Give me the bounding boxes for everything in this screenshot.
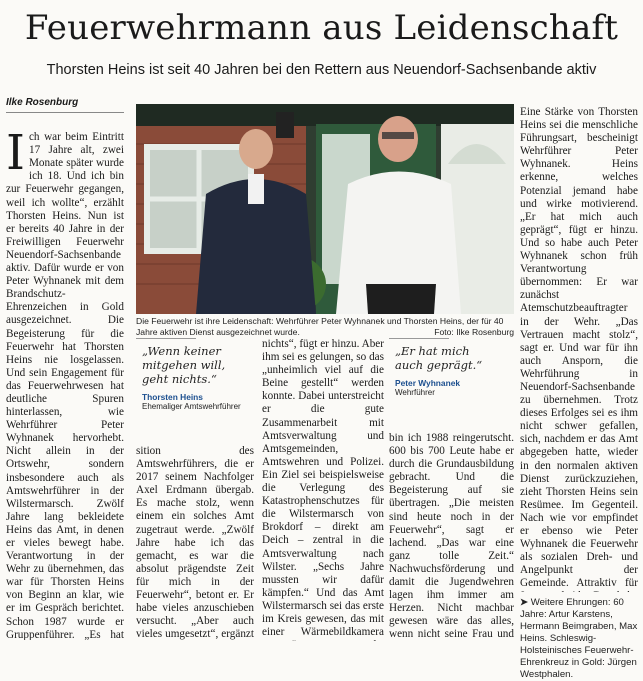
quote-author: Peter Wyhnanek (395, 378, 461, 388)
quote-text: „Wenn keiner mitgehen will, geht nichts.“ (142, 344, 226, 386)
article-column-5: Eine Stärke von Thorsten Heins sei die menschliche Führungsart, bescheinigt Wehrführer Peter Wyhnanek. Heins erkenne, welches Potenzial jemand habe und wirke motivierend. „Er hat mich auch geprägt“, fügt er hinzu. Und so habe auch Peter Wyhnanek schon früh Verantwortung übernommen: Er war zunächst Atemschutzbeauftragter in der Wehr. „Das Vertrauen macht stolz“, sagt er. Und war für ihn auch Ansporn, die Wehrführung in Neuendorf-Sachsenbande zu übernehmen. Trotz dieses Erfolges sei es ihm nicht schwer gefallen, sich, nachdem er das Amt abgegeben hatte, wieder in den normalen aktiven Dienst zurückzuziehen, zieht Thorsten Heins sein Resümee. Im Gegenteil. Nach wie vor empfindet er ebenso wie Peter Wyhnanek die Feuerwehr als sozialen Dreh- und Angelpunkt der Gemeinde. Attraktiv für (520, 106, 638, 590)
photo-caption (136, 316, 514, 337)
byline: Ilke Rosenburg (6, 97, 79, 108)
byline-divider (6, 112, 124, 113)
caption-text: Die Feuerwehr ist ihre Leidenschaft: Wehrführer Peter Wyhnanek und Thorsten Heins, der für 40 Jahre aktiven Dienst ausgezeichnet wurde. (136, 316, 504, 337)
article-column-4: bin ich 1988 reingerutscht. 600 bis 700 Leute habe er durch die Grundausbildung gebracht. Und die Begeisterung auf sie übertragen. „Die meisten sind heute noch in der Feuerwehr“, sagt er lachend. „Das war eine ganz tolle Zeit.“ Nachwuchsförderung und damit die Jugendwehren lagen ihm immer am Herzen. Nicht machbar gewesen wäre das alles, wenn nicht seine Frau und (389, 432, 514, 641)
photo-illustration (136, 104, 514, 314)
quote-author-role: Ehemaliger Amtswehrführer (142, 402, 241, 411)
article-photo (136, 104, 514, 314)
subheadline: Thorsten Heins ist seit 40 Jahren bei den Rettern aus Neuendorf-Sachsenbande aktiv (46, 62, 597, 78)
pull-quote-heins (136, 338, 250, 433)
column-1-text: ch war beim Eintritt 17 Jahre alt, zwei Monate später wurde ich 18. Und ich bin zur Feuerwehr gegangen, weil ich wollte“, erzählt Thorsten Heins. Nun ist er bereits 40 Jahre in der Freiwilligen Feuerwehr Neuendorf-Sachsenbande aktiv. Dafür wurde er von Peter Wyhnanek mit dem Brandschutz-Ehrenzeichen in Gold ausgezeichnet. Die Begeisterung für die Feuerwehr hat Thorsten Heins nie losgelassen. Und sein Engagement für das Feuerwehrwesen hat deutliche Spuren hinterlassen, wie Wehrführer Peter Wyhnanek hervorhebt. Nicht allein in der Ortswehr, sondern insbesondere auch als Amtswehrführer in der Wilstermarsch. Zwölf Jahre lang bekleidete Heins das Amt, in denen er vieles bewegt habe. Verantwortung in der Wehr zu übernehmen, das war für Thorsten Heins von Beginn an klar, wie er im Gespräch berichtet. Schon 1987 wurde er Gruppenführer. „Es hat (6, 131, 124, 640)
info-box-honors (520, 597, 638, 681)
quote-bracket (389, 338, 449, 339)
photo-credit: Foto: Ilke Rosenburg (434, 326, 514, 337)
quote-author-role: Wehrführer (395, 388, 435, 397)
quote-author: Thorsten Heins (142, 392, 203, 402)
headline: Feuerwehrmann aus Leidenschaft (24, 8, 619, 48)
honors-text: Weitere Ehrungen: 60 Jahre: Artur Karstens, Hermann Beimgraben, Max Heins. Schleswig-Holsteinisches Feuerwehr-Ehrenkreuz in Gold: Jürgen Westphalen. (520, 597, 638, 680)
article-column-1 (6, 118, 124, 640)
article-column-3: nichts“, fügt er hinzu. Aber ihm sei es gelungen, so das „unheimlich viel auf die Beine gestellt“ werden konnte. Dabei unterstreicht er die gute Zusammenarbeit mit Amtsverwaltung und Amtsgemeinden, Amtswehren und Polizei. Ein Ziel sei beispielsweise die Verlegung des Katastrophenschutzes für die Wilstermarsch von Brokdorf – direkt am Deich – zentral in die Amtsverwaltung nach Wilster. „Sechs Jahre mussten wir dafür kämpfen.“ Und das Amt Wilstermarsch sei das erste im Kreis gewesen, das mit einer Wärmebildkamera (262, 338, 384, 639)
quote-text: „Er hat mich auch geprägt.“ (395, 344, 483, 372)
arrow-icon: ➤ (520, 597, 529, 608)
article-column-2: sition des Amtswehrführers, die er 2017 seinem Nachfolger Axel Erdmann übergab. Es mache stolz, wenn einem ein solches Amt zugetraut werde. „Zwölf Jahre habe ich das gemacht, es war die absolut prägendste Zeit für mich in der Feuerwehr“, betont er. Er habe vieles anzuschieben versucht. „Aber auch vieles umgesetzt“, ergänzt (136, 445, 254, 641)
drop-cap: I (6, 125, 25, 182)
top-strip (0, 0, 643, 6)
quote-bracket (136, 338, 196, 339)
pull-quote-wyhnanek (389, 338, 503, 424)
